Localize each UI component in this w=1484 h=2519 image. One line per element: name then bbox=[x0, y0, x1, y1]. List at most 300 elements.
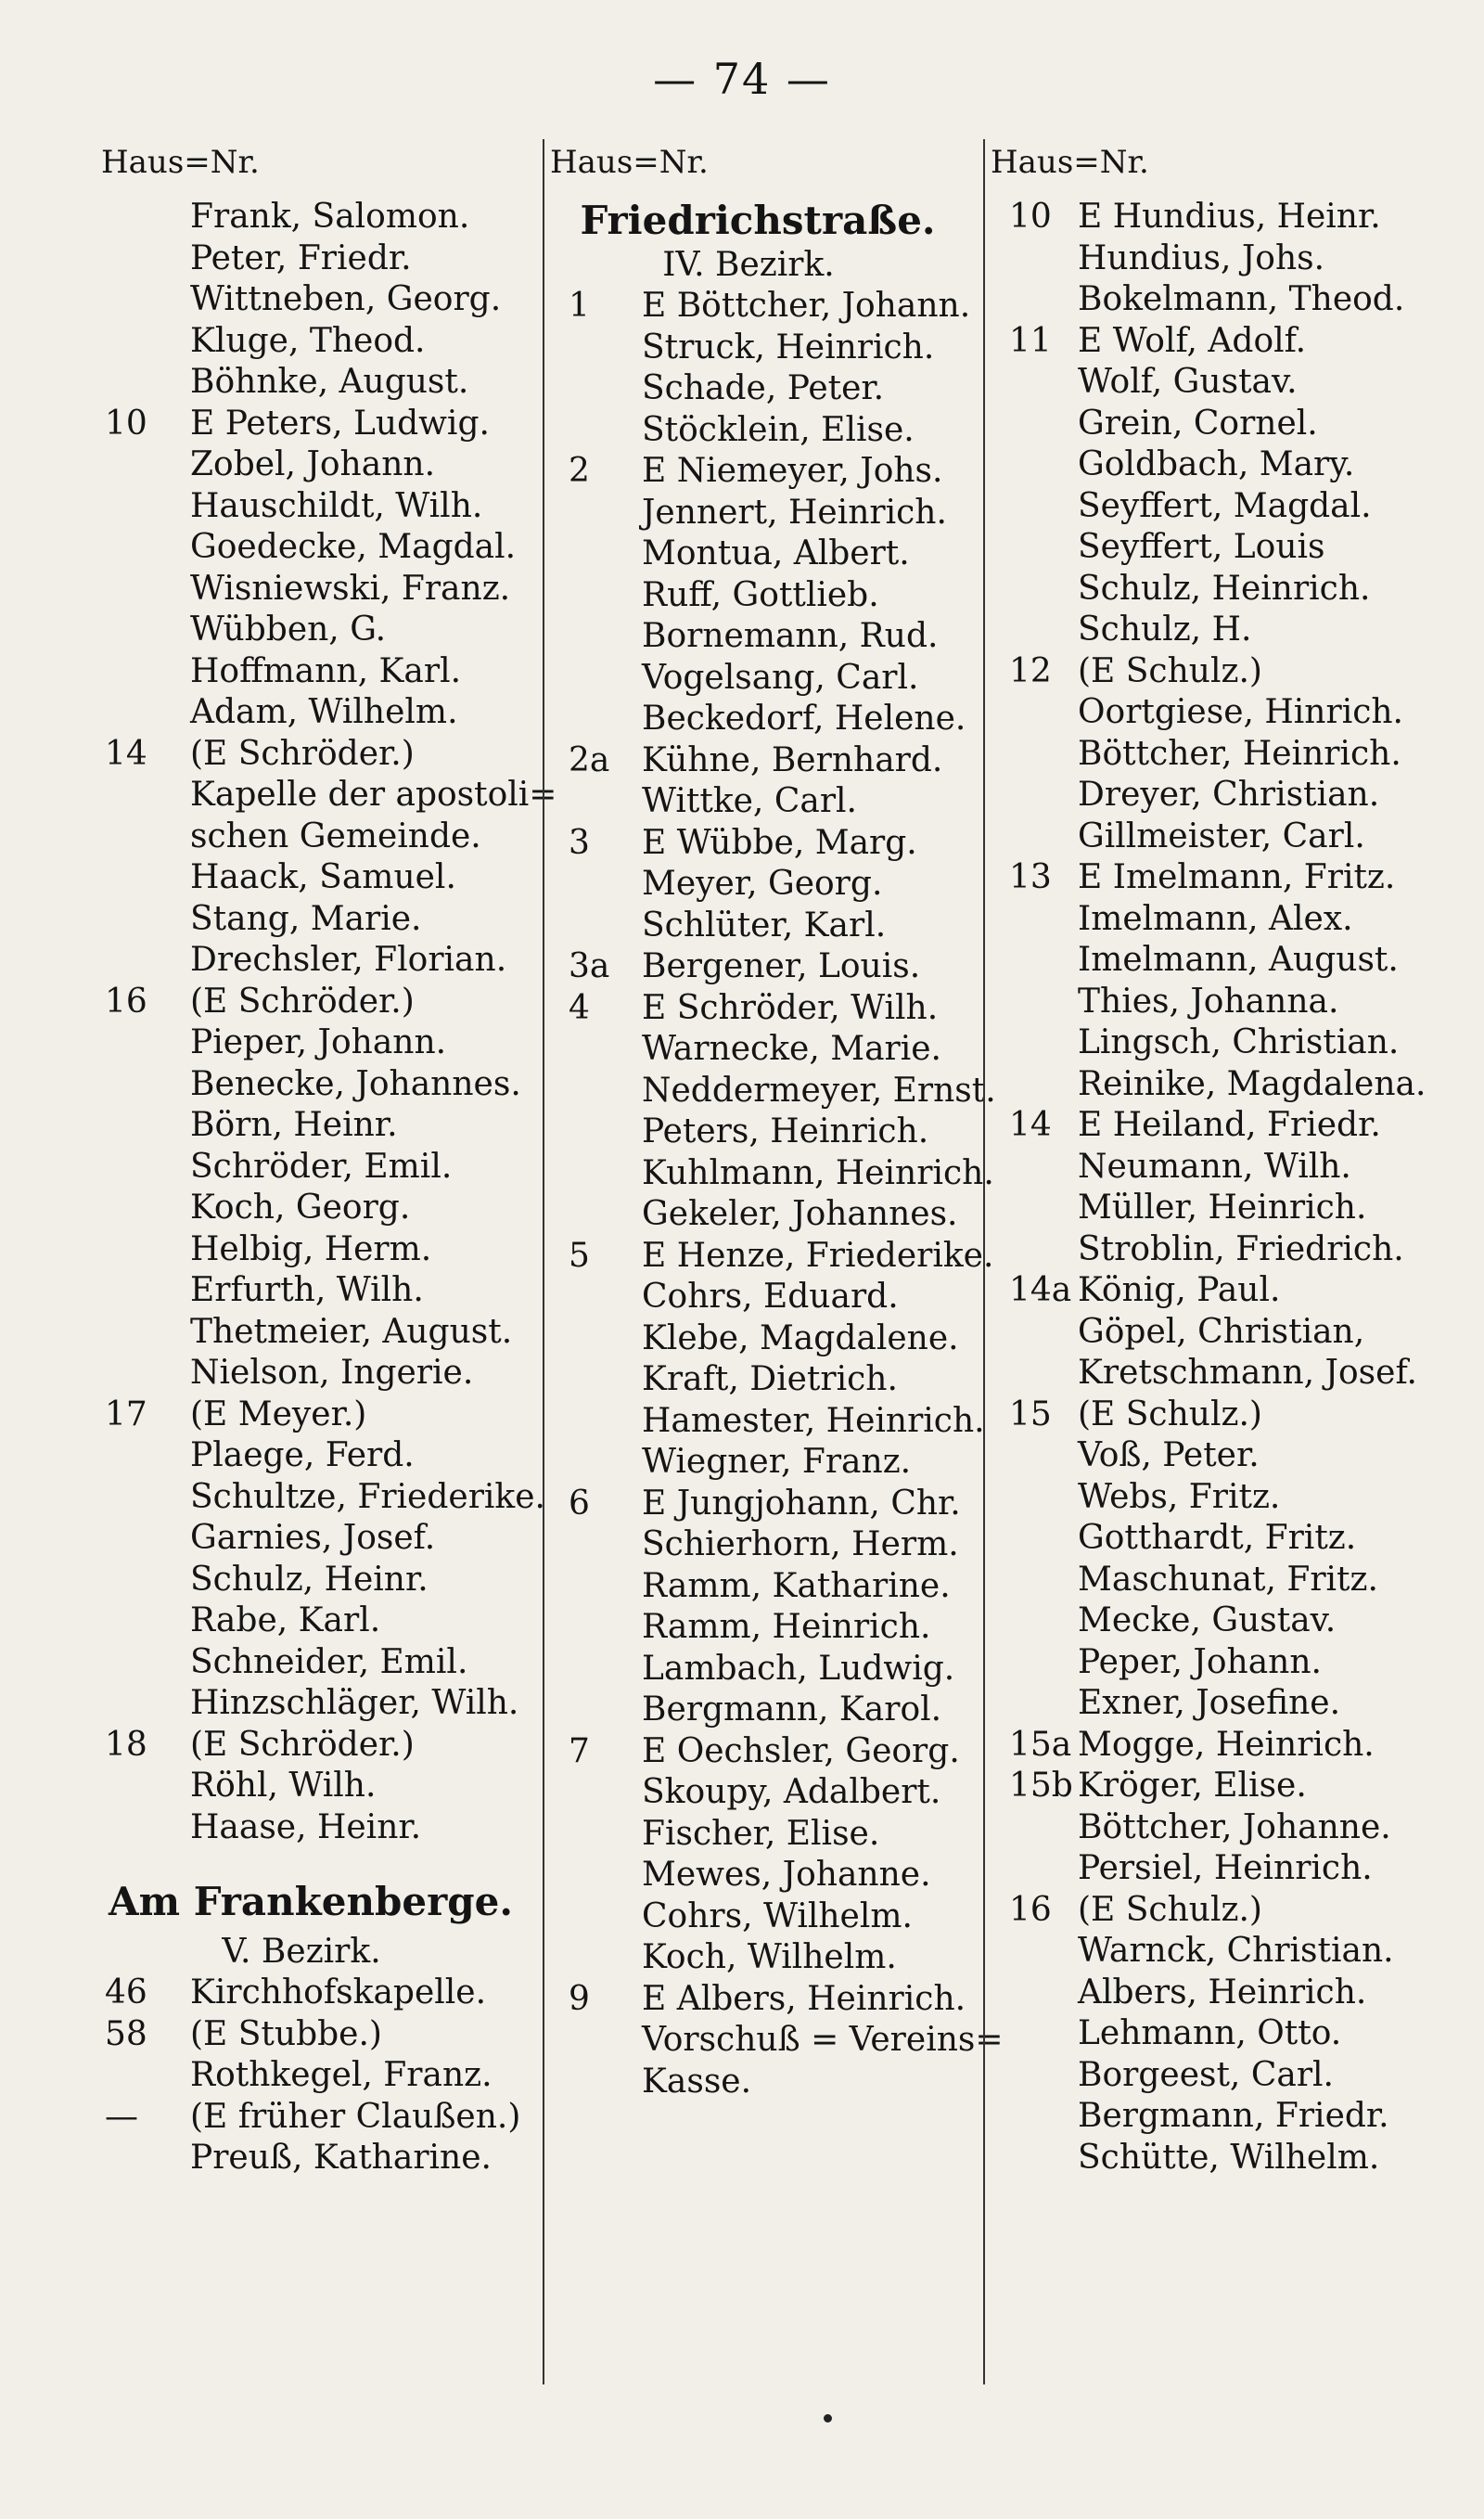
entry-row bbox=[97, 1188, 561, 1229]
resident-name: Skoupy, Adalbert. bbox=[642, 1773, 941, 1811]
resident-name: Zobel, Johann. bbox=[190, 445, 436, 483]
resident-name: E Peters, Ludwig. bbox=[190, 404, 490, 443]
resident-name: Cohrs, Eduard. bbox=[642, 1278, 899, 1316]
entry-row bbox=[985, 1229, 1449, 1271]
house-number: 9 bbox=[569, 1979, 590, 2018]
entry-row bbox=[544, 328, 1008, 369]
entry-row bbox=[985, 816, 1449, 858]
entry-row bbox=[985, 899, 1449, 941]
house-number: 1 bbox=[569, 287, 590, 325]
house-number: 17 bbox=[105, 1394, 147, 1433]
entry-row bbox=[985, 940, 1449, 982]
resident-name: Gillmeister, Carl. bbox=[1078, 816, 1365, 855]
entry-row bbox=[985, 1766, 1449, 1807]
column-header: Haus=Nr. bbox=[991, 144, 1149, 181]
entry-row bbox=[97, 197, 561, 238]
resident-name: Lehmann, Otto. bbox=[1078, 2014, 1342, 2052]
entry-row bbox=[985, 1560, 1449, 1601]
entry-row bbox=[544, 368, 1008, 410]
resident-name: Hoffmann, Karl. bbox=[190, 651, 462, 690]
resident-name: Preuß, Katharine. bbox=[190, 2139, 492, 2177]
entry-row bbox=[97, 1683, 561, 1725]
house-number: 16 bbox=[1009, 1890, 1052, 1929]
resident-name: Maschunat, Fritz. bbox=[1078, 1560, 1378, 1599]
entry-row bbox=[985, 1518, 1449, 1560]
entry-row bbox=[985, 692, 1449, 734]
resident-name: Koch, Wilhelm. bbox=[642, 1938, 897, 1976]
resident-name: Klebe, Magdalene. bbox=[642, 1318, 959, 1357]
entry-row bbox=[544, 1236, 1008, 1278]
entry-row bbox=[985, 569, 1449, 610]
resident-name: Meyer, Georg. bbox=[642, 865, 883, 903]
resident-name: Peters, Heinrich. bbox=[642, 1112, 929, 1150]
entry-row bbox=[544, 1071, 1008, 1112]
resident-name: Kasse. bbox=[642, 2062, 752, 2101]
resident-name: Goedecke, Magdal. bbox=[190, 528, 517, 566]
entry-row bbox=[544, 988, 1008, 1030]
resident-name: Haack, Samuel. bbox=[190, 858, 456, 896]
house-number: 2a bbox=[569, 740, 610, 779]
resident-name: Ruff, Gottlieb. bbox=[642, 575, 879, 614]
resident-name: Thies, Johanna. bbox=[1078, 982, 1339, 1021]
entry-row bbox=[544, 1277, 1008, 1318]
entry-row bbox=[97, 527, 561, 569]
resident-name: Plaege, Ferd. bbox=[190, 1436, 415, 1474]
entry-row bbox=[985, 1188, 1449, 1229]
resident-name: Peper, Johann. bbox=[1078, 1642, 1322, 1681]
resident-name: Erfurth, Wilh. bbox=[190, 1271, 424, 1309]
resident-name: Ramm, Heinrich. bbox=[642, 1608, 931, 1646]
entry-row bbox=[544, 864, 1008, 906]
entry-row bbox=[544, 1401, 1008, 1443]
resident-name: Struck, Heinrich. bbox=[642, 328, 935, 366]
entry-row bbox=[97, 899, 561, 941]
entry-row bbox=[97, 610, 561, 651]
entry-row bbox=[985, 1848, 1449, 1890]
resident-name: Kirchhofskapelle. bbox=[190, 1973, 487, 2011]
resident-name: Nielson, Ingerie. bbox=[190, 1354, 474, 1392]
house-number: 15b bbox=[1009, 1767, 1073, 1805]
entry-row bbox=[544, 1731, 1008, 1773]
house-number: 58 bbox=[105, 2014, 147, 2053]
resident-name: Böttcher, Heinrich. bbox=[1078, 734, 1401, 773]
resident-name: Stroblin, Friedrich. bbox=[1078, 1229, 1404, 1268]
house-number: 7 bbox=[569, 1731, 590, 1770]
house-number: 3a bbox=[569, 947, 610, 985]
column-2 bbox=[543, 139, 1008, 2384]
entry-row bbox=[97, 2055, 561, 2097]
resident-name: E Albers, Heinrich. bbox=[642, 1979, 966, 2018]
resident-name: Adam, Wilhelm. bbox=[190, 693, 458, 731]
resident-name: Borgeest, Carl. bbox=[1078, 2055, 1334, 2094]
house-number: 15 bbox=[1009, 1394, 1052, 1433]
resident-name: Schierhorn, Herm. bbox=[642, 1525, 959, 1563]
resident-name: Wittke, Carl. bbox=[642, 782, 857, 820]
house-number: 11 bbox=[1009, 321, 1052, 360]
house-number: 4 bbox=[569, 988, 590, 1027]
entry-row bbox=[544, 493, 1008, 534]
resident-name: Wolf, Gustav. bbox=[1078, 363, 1298, 401]
entry-row bbox=[985, 982, 1449, 1023]
entry-row bbox=[985, 444, 1449, 486]
entry-row bbox=[544, 1937, 1008, 1979]
resident-name: E Wübbe, Marg. bbox=[642, 823, 917, 862]
resident-name: Garnies, Josef. bbox=[190, 1519, 436, 1557]
resident-name: (E früher Claußen.) bbox=[190, 2097, 521, 2136]
entry-row bbox=[97, 1766, 561, 1807]
entry-row bbox=[544, 1359, 1008, 1401]
resident-name: Benecke, Johannes. bbox=[190, 1064, 521, 1103]
entry-list bbox=[544, 286, 1008, 2102]
house-number: — bbox=[105, 2097, 138, 2136]
entry-row bbox=[985, 197, 1449, 238]
house-number: 10 bbox=[1009, 198, 1052, 236]
entry-row bbox=[97, 1560, 561, 1601]
entry-row bbox=[544, 533, 1008, 575]
entry-row bbox=[544, 1566, 1008, 1608]
entry-row bbox=[544, 699, 1008, 740]
house-number: 10 bbox=[105, 404, 147, 443]
resident-name: Lambach, Ludwig. bbox=[642, 1649, 955, 1688]
resident-name: schen Gemeinde. bbox=[190, 816, 481, 855]
entry-row bbox=[544, 946, 1008, 988]
resident-name: Voß, Peter. bbox=[1078, 1436, 1260, 1474]
entry-row bbox=[985, 1312, 1449, 1354]
entry-row bbox=[97, 362, 561, 404]
resident-name: Jennert, Heinrich. bbox=[642, 493, 947, 532]
resident-name: Pieper, Johann. bbox=[190, 1023, 447, 1061]
entry-row bbox=[985, 1022, 1449, 1064]
resident-name: Schade, Peter. bbox=[642, 369, 885, 407]
resident-name: Schultze, Friederike. bbox=[190, 1477, 545, 1516]
entry-row bbox=[544, 740, 1008, 782]
resident-name: Reinike, Magdalena. bbox=[1078, 1064, 1426, 1103]
entry-row bbox=[985, 1147, 1449, 1189]
entry-row bbox=[985, 362, 1449, 404]
column-1 bbox=[97, 139, 561, 2384]
resident-name: Börn, Heinr. bbox=[190, 1106, 398, 1144]
resident-name: (E Schulz.) bbox=[1078, 1890, 1262, 1929]
entry-row bbox=[544, 1814, 1008, 1856]
resident-name: Bergener, Louis. bbox=[642, 947, 921, 985]
resident-name: E Böttcher, Johann. bbox=[642, 287, 971, 325]
house-number: 46 bbox=[105, 1973, 147, 2011]
column-header: Haus=Nr. bbox=[550, 144, 709, 181]
entry-row bbox=[97, 1270, 561, 1312]
resident-name: E Hundius, Heinr. bbox=[1078, 198, 1381, 236]
resident-name: E Oechsler, Georg. bbox=[642, 1731, 960, 1770]
resident-name: Oortgiese, Hinrich. bbox=[1078, 693, 1403, 731]
entry-row bbox=[97, 940, 561, 982]
resident-name: Imelmann, August. bbox=[1078, 941, 1399, 979]
entry-row bbox=[985, 1890, 1449, 1932]
resident-name: Kapelle der apostoli= bbox=[190, 776, 557, 814]
resident-name: Vorschuß = Vereins= bbox=[642, 2021, 1004, 2059]
resident-name: Mogge, Heinrich. bbox=[1078, 1725, 1375, 1764]
entry-row bbox=[985, 734, 1449, 776]
resident-name: Göpel, Christian, bbox=[1078, 1312, 1365, 1351]
entry-row bbox=[544, 1772, 1008, 1814]
resident-name: Thetmeier, August. bbox=[190, 1312, 513, 1351]
entry-row bbox=[97, 1105, 561, 1147]
resident-name: Böhnke, August. bbox=[190, 363, 469, 401]
entry-row bbox=[544, 906, 1008, 947]
entry-row bbox=[544, 1979, 1008, 2021]
entry-row bbox=[97, 569, 561, 610]
entry-row bbox=[97, 1147, 561, 1189]
resident-name: Bornemann, Rud. bbox=[642, 617, 939, 655]
street-heading: Friedrichstraße. bbox=[580, 198, 936, 243]
entry-row bbox=[985, 857, 1449, 899]
resident-name: Warnecke, Marie. bbox=[642, 1030, 941, 1068]
entry-row bbox=[544, 658, 1008, 700]
entry-row bbox=[985, 1931, 1449, 1973]
resident-name: (E Schröder.) bbox=[190, 734, 415, 773]
resident-name: Mewes, Johanne. bbox=[642, 1856, 931, 1894]
entry-row bbox=[544, 1855, 1008, 1896]
resident-name: Kluge, Theod. bbox=[190, 321, 426, 360]
resident-name: E Niemeyer, Johs. bbox=[642, 452, 943, 490]
entry-row bbox=[985, 1270, 1449, 1312]
resident-name: Lingsch, Christian. bbox=[1078, 1023, 1400, 1061]
resident-name: Seyffert, Magdal. bbox=[1078, 486, 1372, 525]
entry-row bbox=[97, 1807, 561, 1849]
district-label: V. Bezirk. bbox=[222, 1933, 381, 1971]
house-number: 5 bbox=[569, 1236, 590, 1275]
resident-name: Wiegner, Franz. bbox=[642, 1443, 912, 1481]
page-number: — 74 — bbox=[653, 54, 831, 104]
resident-name: Drechsler, Florian. bbox=[190, 941, 507, 979]
entry-row bbox=[985, 2013, 1449, 2055]
resident-name: Gekeler, Johannes. bbox=[642, 1195, 958, 1233]
resident-name: Wisniewski, Franz. bbox=[190, 569, 511, 608]
resident-name: Schulz, Heinr. bbox=[190, 1560, 429, 1599]
entry-row bbox=[985, 2096, 1449, 2138]
resident-name: Röhl, Wilh. bbox=[190, 1767, 377, 1805]
resident-name: Beckedorf, Helene. bbox=[642, 700, 966, 738]
house-number: 18 bbox=[105, 1725, 147, 1764]
resident-name: Bokelmann, Theod. bbox=[1078, 280, 1405, 318]
resident-name: Grein, Cornel. bbox=[1078, 404, 1318, 443]
entry-row bbox=[985, 775, 1449, 816]
entry-row bbox=[97, 2014, 561, 2056]
entry-row bbox=[544, 1112, 1008, 1153]
entry-row bbox=[544, 1484, 1008, 1525]
resident-name: Rabe, Karl. bbox=[190, 1601, 381, 1639]
resident-name: Imelmann, Alex. bbox=[1078, 899, 1353, 938]
resident-name: Kuhlmann, Heinrich. bbox=[642, 1153, 994, 1192]
district-label: IV. Bezirk. bbox=[662, 246, 835, 284]
house-number: 6 bbox=[569, 1484, 590, 1523]
entry-row bbox=[97, 1642, 561, 1684]
resident-name: Albers, Heinrich. bbox=[1078, 1973, 1367, 2011]
resident-name: Hinzschläger, Wilh. bbox=[190, 1684, 519, 1722]
entry-row bbox=[97, 486, 561, 528]
resident-name: Exner, Josefine. bbox=[1078, 1684, 1341, 1722]
resident-name: Goldbach, Mary. bbox=[1078, 445, 1355, 483]
house-number: 14 bbox=[1009, 1106, 1052, 1144]
resident-name: Böttcher, Johanne. bbox=[1078, 1807, 1391, 1846]
entry-row bbox=[97, 279, 561, 321]
resident-name: Stang, Marie. bbox=[190, 899, 422, 938]
entry-row bbox=[97, 1477, 561, 1519]
entry-row bbox=[544, 2020, 1008, 2062]
resident-name: Wittneben, Georg. bbox=[190, 280, 502, 318]
resident-name: Schulz, Heinrich. bbox=[1078, 569, 1371, 608]
entry-row bbox=[544, 616, 1008, 658]
resident-name: Neddermeyer, Ernst. bbox=[642, 1071, 996, 1110]
entry-list bbox=[985, 197, 1449, 2178]
resident-name: Hamester, Heinrich. bbox=[642, 1401, 985, 1440]
entry-row bbox=[97, 238, 561, 280]
column-header: Haus=Nr. bbox=[101, 144, 260, 181]
entry-row bbox=[97, 775, 561, 816]
entry-row bbox=[985, 279, 1449, 321]
entry-row bbox=[97, 816, 561, 858]
entry-row bbox=[544, 1442, 1008, 1484]
entry-row bbox=[97, 444, 561, 486]
resident-name: König, Paul. bbox=[1078, 1271, 1281, 1309]
resident-name: Schulz, H. bbox=[1078, 610, 1252, 649]
resident-name: Seyffert, Louis bbox=[1078, 528, 1325, 566]
entry-row bbox=[97, 1973, 561, 2014]
resident-name: Webs, Fritz. bbox=[1078, 1477, 1281, 1516]
resident-name: Fischer, Elise. bbox=[642, 1814, 880, 1853]
entry-row bbox=[544, 1194, 1008, 1236]
entry-row bbox=[544, 1649, 1008, 1690]
resident-name: E Henze, Friederike. bbox=[642, 1236, 994, 1275]
entry-row bbox=[97, 651, 561, 693]
entry-row bbox=[544, 1524, 1008, 1566]
ink-spot bbox=[824, 2414, 832, 2423]
resident-name: (E Schulz.) bbox=[1078, 1394, 1262, 1433]
resident-name: Schröder, Emil. bbox=[190, 1147, 453, 1186]
house-number: 14 bbox=[105, 734, 147, 773]
resident-name: Persiel, Heinrich. bbox=[1078, 1849, 1373, 1887]
resident-name: Bergmann, Friedr. bbox=[1078, 2097, 1389, 2135]
entry-row bbox=[544, 1607, 1008, 1649]
resident-name: Vogelsang, Carl. bbox=[642, 658, 919, 697]
resident-name: E Heiland, Friedr. bbox=[1078, 1106, 1381, 1144]
resident-name: Warnck, Christian. bbox=[1078, 1932, 1394, 1970]
entry-row bbox=[97, 2138, 561, 2179]
resident-name: Wübben, G. bbox=[190, 610, 387, 649]
entry-row bbox=[985, 1642, 1449, 1684]
house-number: 13 bbox=[1009, 858, 1052, 896]
entry-row bbox=[985, 1973, 1449, 2014]
entry-row bbox=[97, 321, 561, 363]
entry-row bbox=[985, 1394, 1449, 1436]
entry-row bbox=[97, 1435, 561, 1477]
entry-row bbox=[97, 692, 561, 734]
resident-name: Dreyer, Christian. bbox=[1078, 776, 1380, 814]
entry-row bbox=[985, 527, 1449, 569]
entry-row bbox=[985, 1353, 1449, 1394]
resident-name: Müller, Heinrich. bbox=[1078, 1189, 1367, 1227]
entry-row bbox=[985, 651, 1449, 693]
resident-name: E Jungjohann, Chr. bbox=[642, 1484, 961, 1523]
entry-row bbox=[97, 1725, 561, 1767]
resident-name: Ramm, Katharine. bbox=[642, 1566, 951, 1605]
resident-name: Koch, Georg. bbox=[190, 1189, 411, 1227]
resident-name: Schütte, Wilhelm. bbox=[1078, 2138, 1380, 2177]
entry-row bbox=[97, 1518, 561, 1560]
house-number: 14a bbox=[1009, 1271, 1072, 1309]
entry-list bbox=[97, 1973, 561, 2179]
resident-name: Rothkegel, Franz. bbox=[190, 2056, 493, 2094]
resident-name: Kretschmann, Josef. bbox=[1078, 1354, 1417, 1392]
entry-row bbox=[544, 286, 1008, 328]
entry-row bbox=[985, 1435, 1449, 1477]
entry-row bbox=[985, 2138, 1449, 2179]
house-number: 3 bbox=[569, 823, 590, 862]
entry-row bbox=[985, 610, 1449, 651]
resident-name: Frank, Salomon. bbox=[190, 198, 470, 236]
resident-name: Hauschildt, Wilh. bbox=[190, 486, 483, 525]
resident-name: Haase, Heinr. bbox=[190, 1807, 422, 1846]
entry-row bbox=[985, 1600, 1449, 1642]
resident-name: Peter, Friedr. bbox=[190, 238, 412, 277]
entry-row bbox=[97, 404, 561, 445]
resident-name: E Wolf, Adolf. bbox=[1078, 321, 1307, 360]
house-number: 2 bbox=[569, 452, 590, 490]
resident-name: Kühne, Bernhard. bbox=[642, 740, 943, 779]
resident-name: (E Meyer.) bbox=[190, 1394, 367, 1433]
resident-name: (E Schröder.) bbox=[190, 982, 415, 1021]
resident-name: Mecke, Gustav. bbox=[1078, 1601, 1337, 1639]
entry-row bbox=[985, 1477, 1449, 1519]
resident-name: Montua, Albert. bbox=[642, 534, 910, 572]
entry-row bbox=[544, 823, 1008, 865]
entry-row bbox=[985, 2055, 1449, 2097]
entry-row bbox=[544, 575, 1008, 617]
resident-name: Schneider, Emil. bbox=[190, 1642, 468, 1681]
entry-row bbox=[544, 1029, 1008, 1071]
entry-row bbox=[985, 1807, 1449, 1849]
entry-row bbox=[985, 1064, 1449, 1106]
entry-row bbox=[97, 1600, 561, 1642]
entry-row bbox=[544, 781, 1008, 823]
street-heading: Am Frankenberge. bbox=[109, 1879, 513, 1924]
entry-row bbox=[985, 238, 1449, 280]
resident-name: E Imelmann, Fritz. bbox=[1078, 858, 1396, 896]
resident-name: (E Schröder.) bbox=[190, 1725, 415, 1764]
resident-name: E Schröder, Wilh. bbox=[642, 988, 939, 1027]
entry-row bbox=[985, 486, 1449, 528]
entry-row bbox=[985, 1683, 1449, 1725]
entry-row bbox=[544, 451, 1008, 493]
entry-row bbox=[97, 1353, 561, 1394]
resident-name: Neumann, Wilh. bbox=[1078, 1147, 1351, 1186]
entry-row bbox=[97, 1394, 561, 1436]
entry-row bbox=[544, 1690, 1008, 1731]
entry-row bbox=[985, 321, 1449, 363]
entry-row bbox=[544, 1153, 1008, 1195]
house-number: 16 bbox=[105, 982, 147, 1021]
column-3 bbox=[983, 139, 1449, 2384]
entry-row bbox=[544, 410, 1008, 452]
resident-name: Kraft, Dietrich. bbox=[642, 1360, 898, 1398]
resident-name: Schlüter, Karl. bbox=[642, 906, 887, 945]
resident-name: Cohrs, Wilhelm. bbox=[642, 1896, 913, 1935]
resident-name: Hundius, Johs. bbox=[1078, 238, 1325, 277]
entry-row bbox=[97, 1022, 561, 1064]
entry-row bbox=[985, 1725, 1449, 1767]
resident-name: Bergmann, Karol. bbox=[642, 1690, 942, 1729]
resident-name: Kröger, Elise. bbox=[1078, 1767, 1307, 1805]
entry-row bbox=[544, 2062, 1008, 2103]
entry-row bbox=[544, 1896, 1008, 1938]
